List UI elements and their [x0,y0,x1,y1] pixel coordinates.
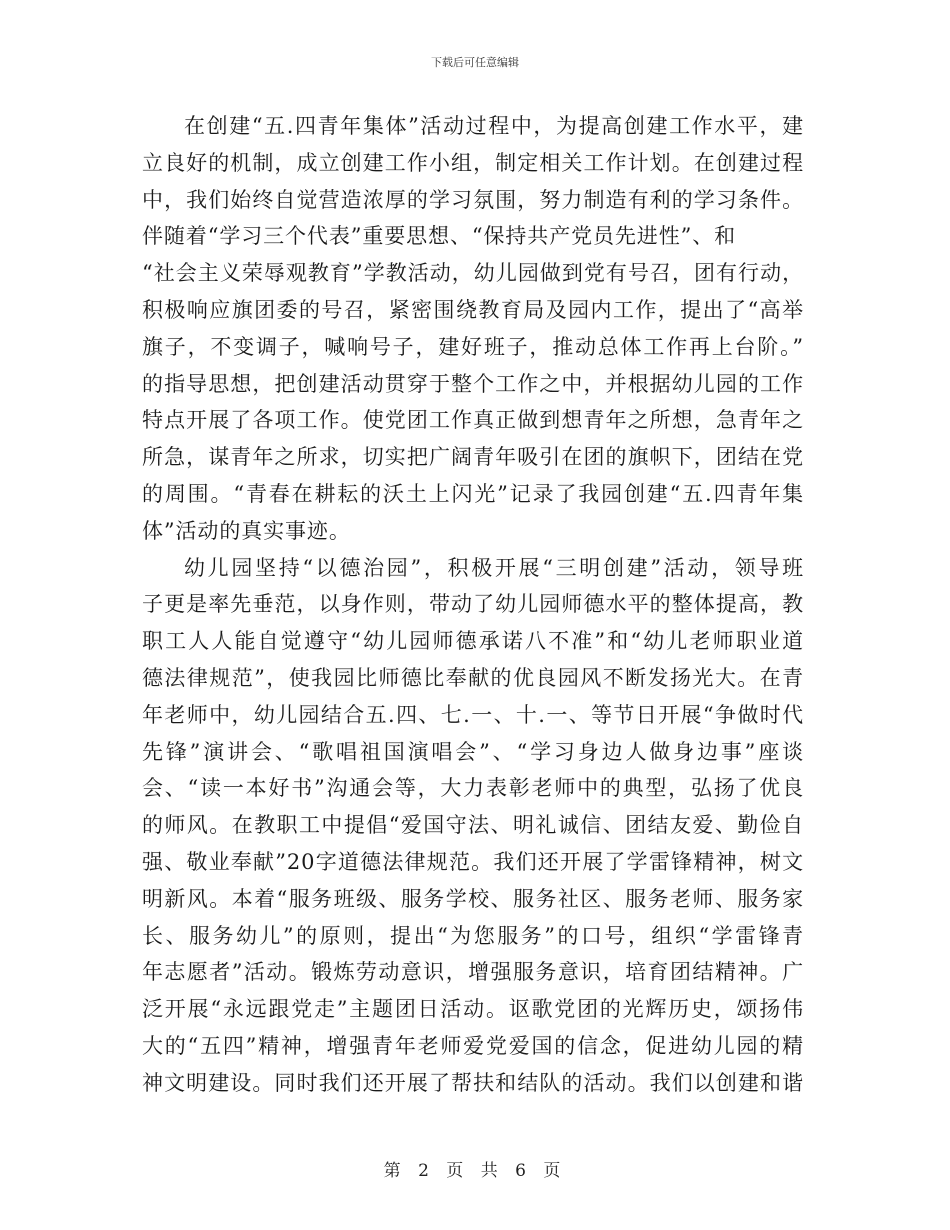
paragraph-line: 会、“读一本好书”沟通会等，大力表彰老师中的典型，弘扬了优良 [142,776,804,801]
paragraph-line: 的周围。“青春在耕耘的沃土上闪光”记录了我园创建“五.四青年集 [142,481,804,506]
paragraph-line: 年老师中，幼儿园结合五.四、七.一、十.一、等节日开展“争做时代 [142,702,804,727]
paragraph-line: 泛开展“永远跟党走”主题团日活动。讴歌党团的光辉历史，颂扬伟 [142,997,804,1022]
paragraph-line: 所急，谋青年之所求，切实把广阔青年吸引在团的旗帜下，团结在党 [142,445,804,470]
paragraph-line: 先锋”演讲会、“歌唱祖国演唱会”、“学习身边人做身边事”座谈 [142,739,804,764]
paragraph-line: 强、敬业奉献”20字道德法律规范。我们还开展了学雷锋精神，树文 [142,849,804,874]
paragraph-line: 旗子，不变调子，喊响号子，建好班子，推动总体工作再上台阶。” [142,334,804,359]
paragraph-line: 神文明建设。同时我们还开展了帮扶和结队的活动。我们以创建和谐 [142,1070,804,1095]
paragraph-line: 幼儿园坚持“以德治园”，积极开展“三明创建”活动，领导班 [184,555,804,580]
paragraph-line: 子更是率先垂范，以身作则，带动了幼儿园师德水平的整体提高，教 [142,592,804,617]
paragraph-line: 的指导思想，把创建活动贯穿于整个工作之中，并根据幼儿园的工作 [142,371,804,396]
paragraph-line: 年志愿者”活动。锻炼劳动意识，增强服务意识，培育团结精神。广 [142,960,804,985]
paragraph-line: 积极响应旗团委的号召，紧密围绕教育局及园内工作，提出了“高举 [142,297,804,322]
page-header-note: 下载后可任意编辑 [431,56,519,69]
document-body [142,108,804,1102]
paragraph-line: 立良好的机制，成立创建工作小组，制定相关工作计划。在创建过程 [142,150,804,175]
paragraph-line: 的师风。在教职工中提倡“爱国守法、明礼诚信、团结友爱、勤俭自 [142,813,804,838]
paragraph-line: 体”活动的真实事迹。 [142,518,351,543]
paragraph-2 [142,550,804,1102]
paragraph-line: 长、服务幼儿”的原则，提出“为您服务”的口号，组织“学雷锋青 [142,923,804,948]
paragraph-line: 在创建“五.四青年集体”活动过程中，为提高创建工作水平，建 [184,114,804,138]
page-number-indicator: 第 2 页 共 6 页 [383,1161,567,1181]
paragraph-line: 德法律规范”，使我园比师德比奉献的优良园风不断发扬光大。在青 [142,665,804,690]
paragraph-line: 职工人人能自觉遵守“幼儿园师德承诺八不准”和“幼儿老师职业道 [142,629,804,654]
paragraph-line: 伴随着“学习三个代表”重要思想、“保持共产党员先进性”、和 [142,224,737,249]
paragraph-line: 大的“五四”精神，增强青年老师爱党爱国的信念，促进幼儿园的精 [142,1033,804,1058]
paragraph-line: 特点开展了各项工作。使党团工作真正做到想青年之所想，急青年之 [142,408,804,433]
paragraph-line: 中，我们始终自觉营造浓厚的学习氛围，努力制造有利的学习条件。 [142,187,804,212]
paragraph-1 [142,108,804,550]
paragraph-line: 明新风。本着“服务班级、服务学校、服务社区、服务老师、服务家 [142,886,804,911]
paragraph-line: “社会主义荣辱观教育”学教活动，幼儿园做到党有号召，团有行动， [142,261,804,286]
